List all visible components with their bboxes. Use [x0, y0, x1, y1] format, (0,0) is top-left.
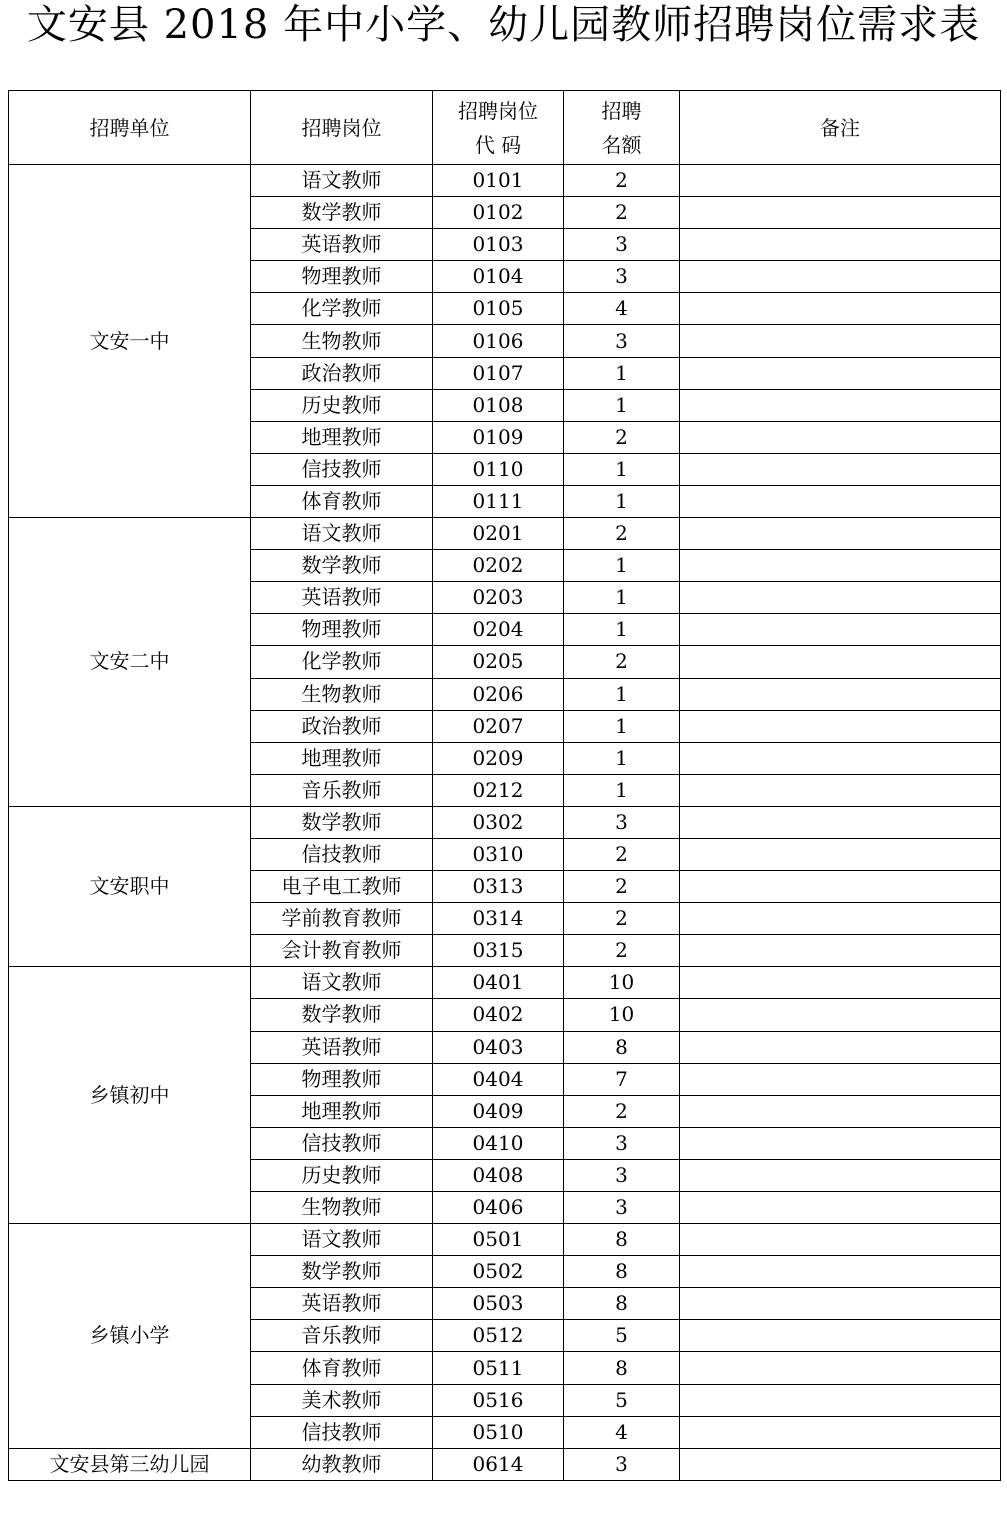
code-cell: 0201 — [433, 518, 564, 550]
quota-cell: 5 — [564, 1320, 680, 1352]
quota-cell: 1 — [564, 678, 680, 710]
code-cell: 0207 — [433, 710, 564, 742]
post-cell: 体育教师 — [251, 485, 433, 517]
quota-cell: 1 — [564, 582, 680, 614]
code-cell: 0205 — [433, 646, 564, 678]
remarks-cell — [680, 165, 1001, 197]
post-cell: 地理教师 — [251, 742, 433, 774]
quota-cell: 8 — [564, 1031, 680, 1063]
code-cell: 0202 — [433, 550, 564, 582]
quota-cell: 1 — [564, 453, 680, 485]
post-cell: 体育教师 — [251, 1352, 433, 1384]
header-quota-line2: 名额 — [601, 132, 642, 157]
quota-cell: 2 — [564, 518, 680, 550]
post-cell: 英语教师 — [251, 1031, 433, 1063]
table-row — [9, 1448, 1001, 1480]
code-cell: 0101 — [433, 165, 564, 197]
recruitment-table — [8, 90, 1001, 1481]
quota-cell: 4 — [564, 1416, 680, 1448]
quota-cell: 7 — [564, 1063, 680, 1095]
code-cell: 0209 — [433, 742, 564, 774]
code-cell: 0104 — [433, 261, 564, 293]
remarks-cell — [680, 1320, 1001, 1352]
unit-cell: 乡镇初中 — [9, 967, 251, 1224]
post-cell: 英语教师 — [251, 229, 433, 261]
post-cell: 数学教师 — [251, 550, 433, 582]
post-cell: 英语教师 — [251, 1288, 433, 1320]
remarks-cell — [680, 485, 1001, 517]
remarks-cell — [680, 1384, 1001, 1416]
quota-cell: 3 — [564, 261, 680, 293]
post-cell: 生物教师 — [251, 325, 433, 357]
code-cell: 0510 — [433, 1416, 564, 1448]
remarks-cell — [680, 999, 1001, 1031]
post-cell: 会计教育教师 — [251, 935, 433, 967]
post-cell: 电子电工教师 — [251, 871, 433, 903]
remarks-cell — [680, 1416, 1001, 1448]
quota-cell: 2 — [564, 646, 680, 678]
code-cell: 0206 — [433, 678, 564, 710]
remarks-cell — [680, 678, 1001, 710]
table-row — [9, 165, 1001, 197]
code-cell: 0314 — [433, 903, 564, 935]
quota-cell: 3 — [564, 229, 680, 261]
remarks-cell — [680, 293, 1001, 325]
code-cell: 0404 — [433, 1063, 564, 1095]
remarks-cell — [680, 325, 1001, 357]
remarks-cell — [680, 518, 1001, 550]
post-cell: 地理教师 — [251, 1095, 433, 1127]
code-cell: 0511 — [433, 1352, 564, 1384]
quota-cell: 2 — [564, 935, 680, 967]
remarks-cell — [680, 838, 1001, 870]
code-cell: 0203 — [433, 582, 564, 614]
code-cell: 0105 — [433, 293, 564, 325]
remarks-cell — [680, 1224, 1001, 1256]
unit-cell: 文安职中 — [9, 806, 251, 966]
remarks-cell — [680, 710, 1001, 742]
code-cell: 0102 — [433, 197, 564, 229]
post-cell: 数学教师 — [251, 197, 433, 229]
quota-cell: 1 — [564, 742, 680, 774]
code-cell: 0406 — [433, 1192, 564, 1224]
post-cell: 语文教师 — [251, 165, 433, 197]
quota-cell: 2 — [564, 1095, 680, 1127]
quota-cell: 1 — [564, 774, 680, 806]
code-cell: 0401 — [433, 967, 564, 999]
remarks-cell — [680, 1192, 1001, 1224]
quota-cell: 2 — [564, 421, 680, 453]
quota-cell: 1 — [564, 485, 680, 517]
quota-cell: 3 — [564, 1127, 680, 1159]
post-cell: 语文教师 — [251, 518, 433, 550]
quota-cell: 8 — [564, 1352, 680, 1384]
post-cell: 音乐教师 — [251, 774, 433, 806]
unit-cell: 文安二中 — [9, 518, 251, 807]
remarks-cell — [680, 1256, 1001, 1288]
header-quota-line1: 招聘 — [601, 98, 642, 123]
quota-cell: 3 — [564, 1192, 680, 1224]
quota-cell: 10 — [564, 967, 680, 999]
code-cell: 0516 — [433, 1384, 564, 1416]
post-cell: 语文教师 — [251, 967, 433, 999]
remarks-cell — [680, 935, 1001, 967]
post-cell: 信技教师 — [251, 1127, 433, 1159]
quota-cell: 1 — [564, 550, 680, 582]
remarks-cell — [680, 1448, 1001, 1480]
post-cell: 生物教师 — [251, 678, 433, 710]
code-cell: 0402 — [433, 999, 564, 1031]
remarks-cell — [680, 903, 1001, 935]
header-code-line1: 招聘岗位 — [458, 98, 538, 123]
quota-cell: 8 — [564, 1288, 680, 1320]
code-cell: 0410 — [433, 1127, 564, 1159]
remarks-cell — [680, 389, 1001, 421]
quota-cell: 1 — [564, 710, 680, 742]
post-cell: 数学教师 — [251, 999, 433, 1031]
table-row — [9, 518, 1001, 550]
code-cell: 0107 — [433, 357, 564, 389]
code-cell: 0512 — [433, 1320, 564, 1352]
code-cell: 0108 — [433, 389, 564, 421]
code-cell: 0204 — [433, 614, 564, 646]
quota-cell: 3 — [564, 1159, 680, 1191]
quota-cell: 2 — [564, 903, 680, 935]
table-row — [9, 1224, 1001, 1256]
header-remarks: 备注 — [680, 91, 1001, 165]
table-body — [9, 165, 1001, 1481]
unit-cell: 文安一中 — [9, 165, 251, 518]
remarks-cell — [680, 806, 1001, 838]
code-cell: 0501 — [433, 1224, 564, 1256]
post-cell: 物理教师 — [251, 1063, 433, 1095]
post-cell: 美术教师 — [251, 1384, 433, 1416]
code-cell: 0614 — [433, 1448, 564, 1480]
remarks-cell — [680, 1063, 1001, 1095]
unit-cell: 乡镇小学 — [9, 1224, 251, 1449]
table-header-row — [9, 91, 1001, 165]
post-cell: 语文教师 — [251, 1224, 433, 1256]
code-cell: 0111 — [433, 485, 564, 517]
remarks-cell — [680, 871, 1001, 903]
post-cell: 数学教师 — [251, 1256, 433, 1288]
remarks-cell — [680, 197, 1001, 229]
remarks-cell — [680, 582, 1001, 614]
post-cell: 幼教教师 — [251, 1448, 433, 1480]
table-row — [9, 806, 1001, 838]
quota-cell: 2 — [564, 165, 680, 197]
header-quota — [564, 91, 680, 165]
post-cell: 学前教育教师 — [251, 903, 433, 935]
post-cell: 生物教师 — [251, 1192, 433, 1224]
post-cell: 物理教师 — [251, 261, 433, 293]
code-cell: 0408 — [433, 1159, 564, 1191]
quota-cell: 1 — [564, 614, 680, 646]
remarks-cell — [680, 967, 1001, 999]
code-cell: 0106 — [433, 325, 564, 357]
code-cell: 0103 — [433, 229, 564, 261]
header-unit: 招聘单位 — [9, 91, 251, 165]
code-cell: 0109 — [433, 421, 564, 453]
quota-cell: 3 — [564, 806, 680, 838]
remarks-cell — [680, 1095, 1001, 1127]
remarks-cell — [680, 357, 1001, 389]
quota-cell: 1 — [564, 357, 680, 389]
remarks-cell — [680, 421, 1001, 453]
code-cell: 0503 — [433, 1288, 564, 1320]
remarks-cell — [680, 774, 1001, 806]
code-cell: 0310 — [433, 838, 564, 870]
quota-cell: 4 — [564, 293, 680, 325]
remarks-cell — [680, 646, 1001, 678]
post-cell: 历史教师 — [251, 389, 433, 421]
quota-cell: 5 — [564, 1384, 680, 1416]
quota-cell: 8 — [564, 1224, 680, 1256]
quota-cell: 10 — [564, 999, 680, 1031]
post-cell: 地理教师 — [251, 421, 433, 453]
quota-cell: 3 — [564, 1448, 680, 1480]
code-cell: 0409 — [433, 1095, 564, 1127]
table-row — [9, 967, 1001, 999]
post-cell: 信技教师 — [251, 453, 433, 485]
remarks-cell — [680, 453, 1001, 485]
header-post: 招聘岗位 — [251, 91, 433, 165]
quota-cell: 8 — [564, 1256, 680, 1288]
code-cell: 0403 — [433, 1031, 564, 1063]
quota-cell: 2 — [564, 197, 680, 229]
quota-cell: 3 — [564, 325, 680, 357]
post-cell: 物理教师 — [251, 614, 433, 646]
document-title: 文安县 2018 年中小学、幼儿园教师招聘岗位需求表 — [26, 2, 981, 48]
unit-cell: 文安县第三幼儿园 — [9, 1448, 251, 1480]
header-code — [433, 91, 564, 165]
remarks-cell — [680, 742, 1001, 774]
remarks-cell — [680, 1352, 1001, 1384]
post-cell: 信技教师 — [251, 1416, 433, 1448]
post-cell: 化学教师 — [251, 293, 433, 325]
post-cell: 历史教师 — [251, 1159, 433, 1191]
code-cell: 0212 — [433, 774, 564, 806]
code-cell: 0110 — [433, 453, 564, 485]
post-cell: 化学教师 — [251, 646, 433, 678]
post-cell: 英语教师 — [251, 582, 433, 614]
remarks-cell — [680, 229, 1001, 261]
code-cell: 0313 — [433, 871, 564, 903]
code-cell: 0502 — [433, 1256, 564, 1288]
remarks-cell — [680, 1288, 1001, 1320]
code-cell: 0315 — [433, 935, 564, 967]
remarks-cell — [680, 550, 1001, 582]
remarks-cell — [680, 614, 1001, 646]
post-cell: 政治教师 — [251, 710, 433, 742]
code-cell: 0302 — [433, 806, 564, 838]
post-cell: 信技教师 — [251, 838, 433, 870]
remarks-cell — [680, 1127, 1001, 1159]
post-cell: 音乐教师 — [251, 1320, 433, 1352]
post-cell: 政治教师 — [251, 357, 433, 389]
quota-cell: 2 — [564, 871, 680, 903]
header-code-line2: 代 码 — [474, 132, 522, 157]
remarks-cell — [680, 1031, 1001, 1063]
remarks-cell — [680, 261, 1001, 293]
quota-cell: 2 — [564, 838, 680, 870]
quota-cell: 1 — [564, 389, 680, 421]
post-cell: 数学教师 — [251, 806, 433, 838]
remarks-cell — [680, 1159, 1001, 1191]
